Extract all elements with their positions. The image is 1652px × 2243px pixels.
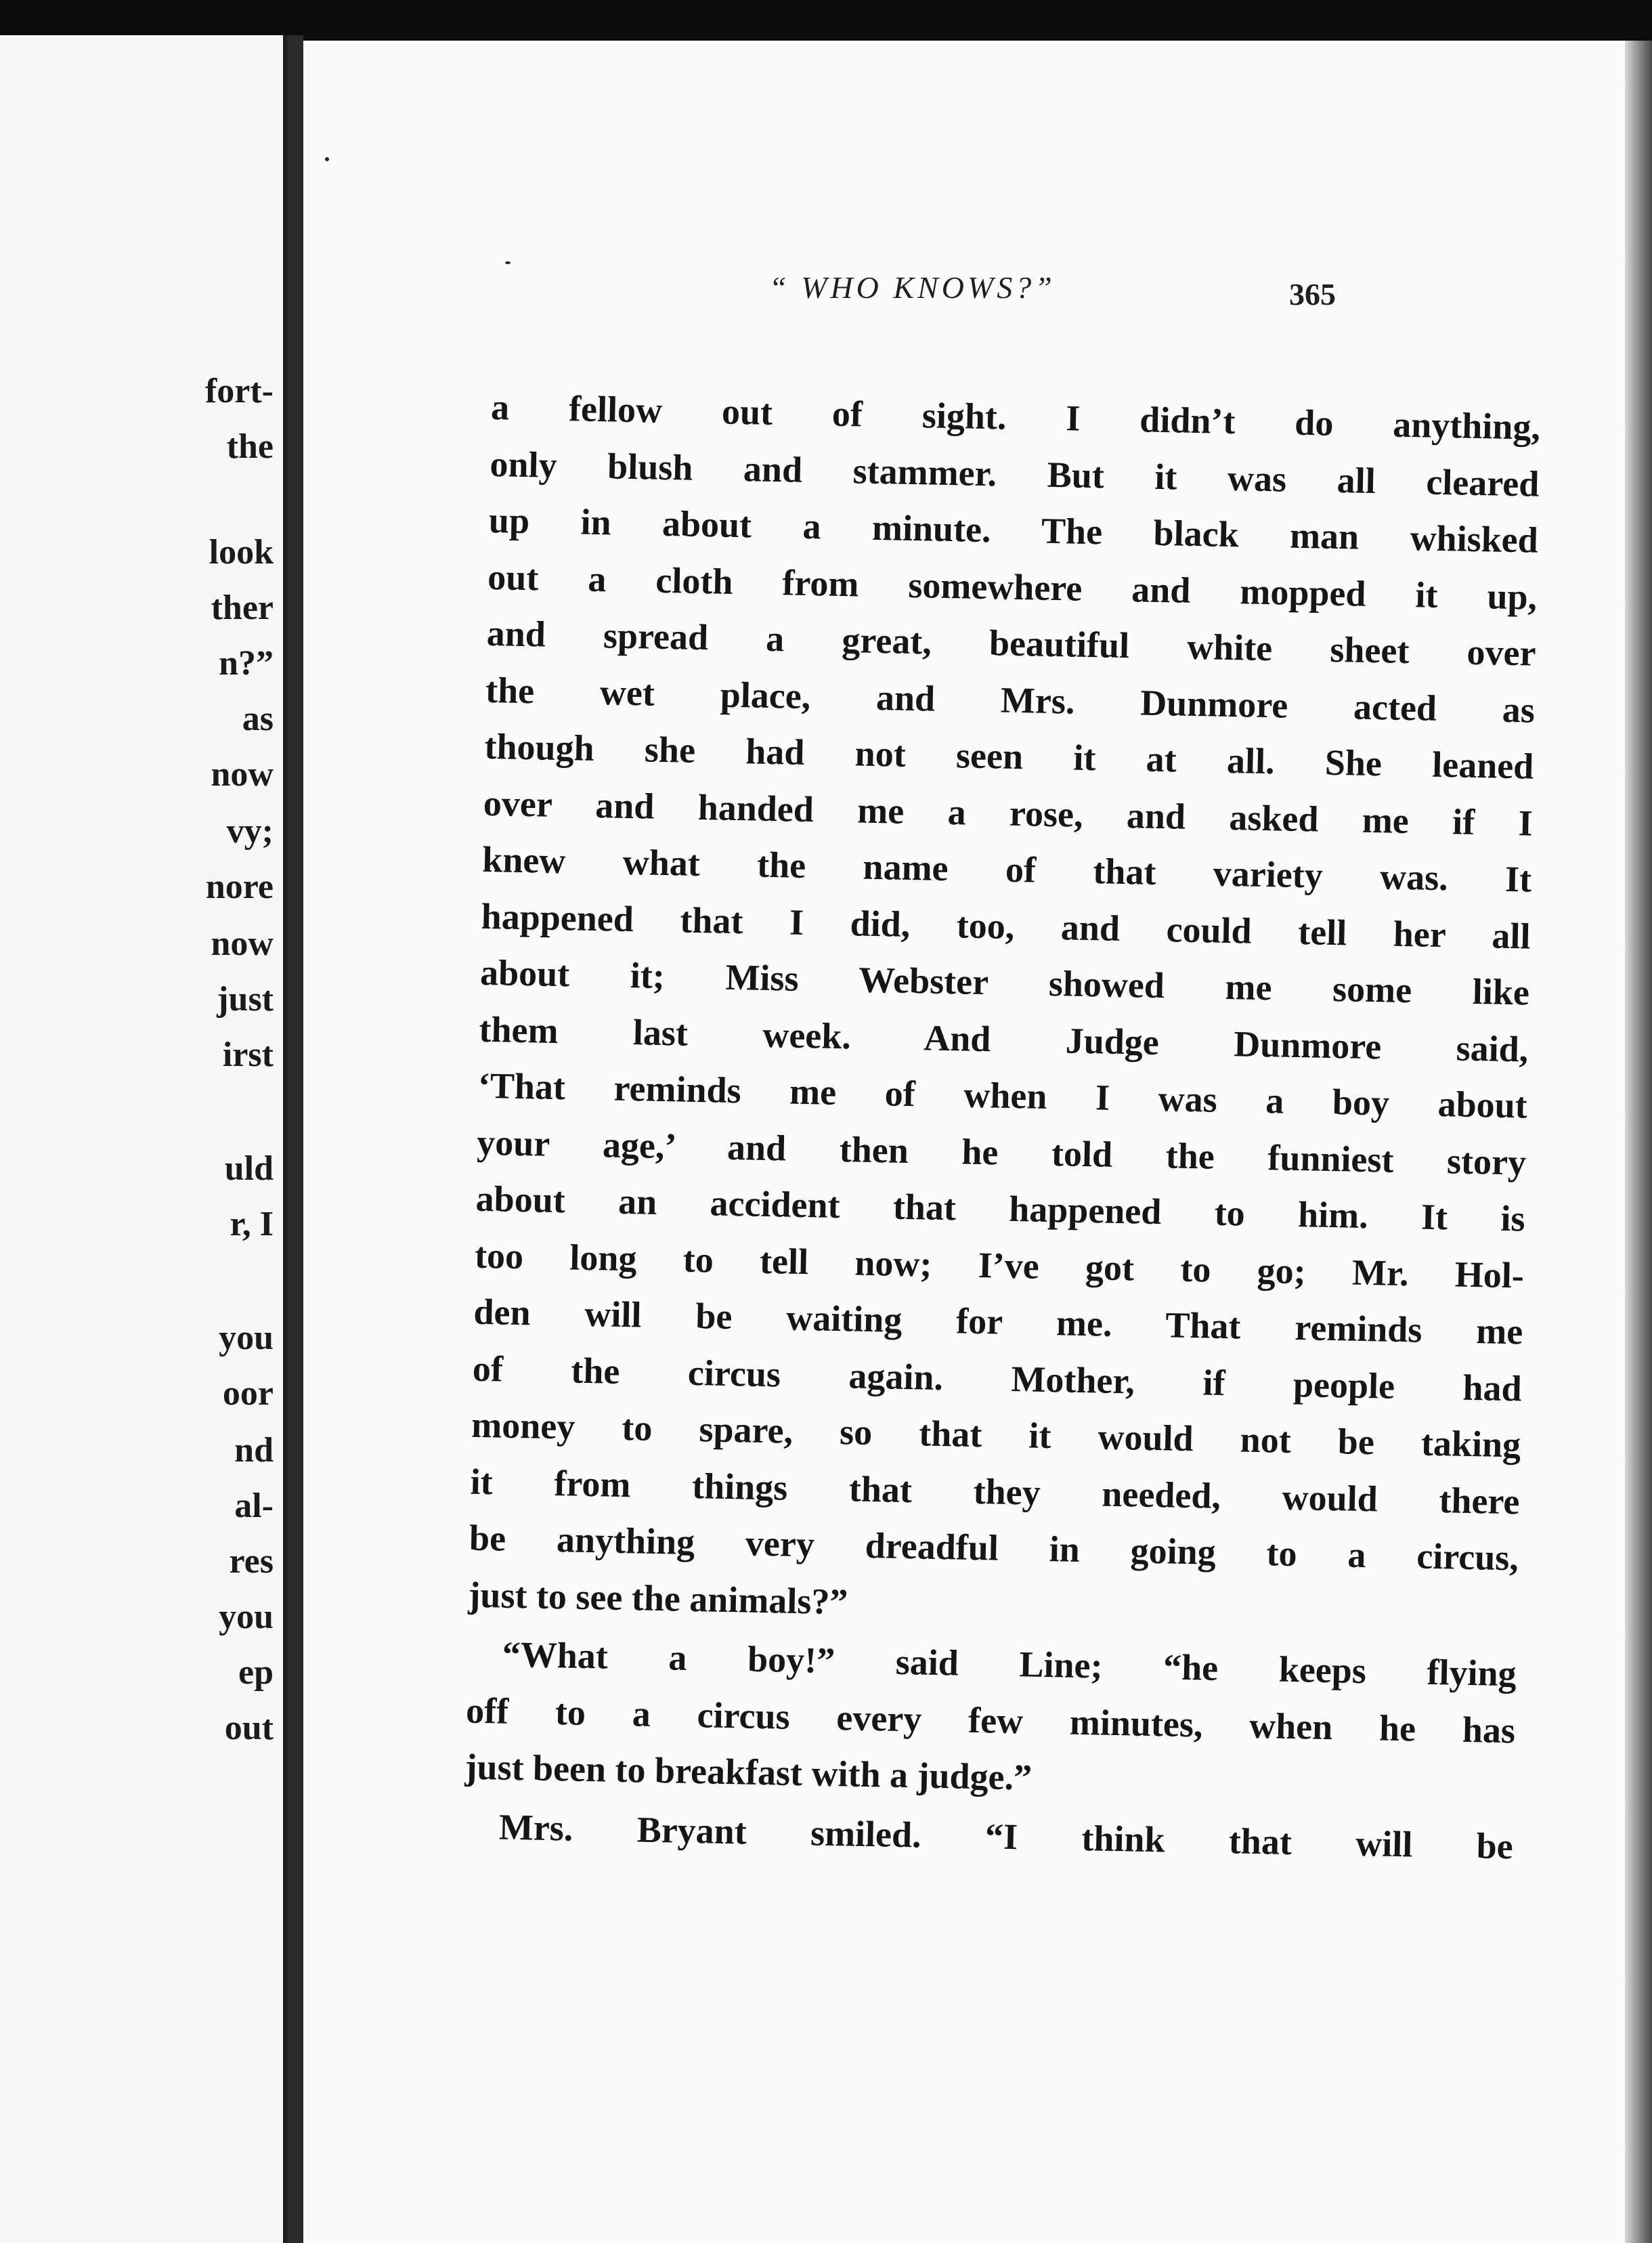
left-page-line-fragment: oor [222, 1374, 274, 1413]
text-line: about an accident that happened to him. It is [475, 1178, 1526, 1239]
left-page-line-fragment: res [229, 1542, 274, 1581]
left-page-line-fragment: uld [224, 1149, 274, 1188]
text-line: off to a circus every few minutes, when he has [465, 1690, 1516, 1751]
text-line: it from things that they needed, would there [470, 1461, 1521, 1522]
left-page-line-fragment: nd [234, 1431, 274, 1470]
text-line: Mrs. Bryant smiled. “I think that will be [498, 1806, 1514, 1866]
text-line: just been to breakfast with a judge.” [464, 1746, 1032, 1798]
left-page-line-fragment: fort- [204, 372, 274, 410]
text-line: up in about a minute. The black man whisked [488, 499, 1539, 561]
left-page-line-fragment: as [242, 700, 274, 738]
left-page-line-fragment: just [217, 980, 274, 1019]
page-number: 365 [1289, 277, 1336, 312]
text-line: money to spare, so that it would not be taking [471, 1404, 1521, 1466]
text-line: “What a boy!” said Line; “he keeps flying [502, 1633, 1517, 1694]
text-line: the wet place, and Mrs. Dunmore acted as [485, 669, 1536, 731]
text-line: of the circus again. Mother, if people had [472, 1348, 1523, 1409]
left-page-line-fragment: nore [205, 868, 274, 906]
left-page-line-fragment: you [219, 1598, 274, 1636]
text-line: though she had not seen it at all. She leaned [484, 725, 1534, 787]
left-page-line-fragment: out [224, 1709, 274, 1747]
text-line: out a cloth from somewhere and mopped it up, [487, 556, 1538, 618]
left-page-line-fragment: irst [222, 1035, 274, 1074]
text-line: ‘That reminds me of when I was a boy about [477, 1065, 1528, 1126]
left-page-line-fragment: ep [238, 1653, 274, 1692]
text-line: be anything very dreadful in going to a circus, [469, 1517, 1519, 1579]
text-line: and spread a great, beautiful white sheet over [486, 612, 1537, 674]
text-line: a fellow out of sight. I didn’t do anything, [490, 386, 1541, 448]
left-page-line-fragment: r, I [230, 1205, 274, 1243]
text-line: den will be waiting for me. That reminds me [473, 1291, 1523, 1352]
text-line: just to see the animals?” [467, 1574, 848, 1622]
left-page-line-fragment: ther [211, 589, 274, 627]
text-line: about it; Miss Webster showed me some like [479, 952, 1530, 1013]
left-page-line-fragment: now [211, 755, 274, 794]
text-line: only blush and stammer. But it was all cleared [490, 443, 1540, 505]
text-line: knew what the name of that variety was. It [481, 838, 1532, 900]
running-head: “ WHO KNOWS?” [769, 270, 1056, 305]
text-line: your age,’ and then he told the funniest story [476, 1122, 1527, 1183]
left-page-line-fragment: look [209, 533, 274, 572]
text-line: too long to tell now; I’ve got to go; Mr. Hol- [474, 1235, 1525, 1296]
right-page [303, 41, 1652, 2243]
left-page-line-fragment: you [219, 1319, 274, 1357]
text-line: over and handed me a rose, and asked me if I [483, 782, 1534, 844]
left-facing-page [0, 35, 287, 2243]
left-page-line-fragment: now [211, 924, 274, 963]
text-line: them last week. And Judge Dunmore said, [479, 1008, 1529, 1070]
dust-speck [325, 157, 329, 161]
body-text [463, 379, 1541, 1875]
page-edge [1625, 41, 1652, 2243]
book-gutter [287, 35, 303, 2243]
dust-speck [505, 261, 510, 264]
left-page-line-fragment: al- [234, 1487, 274, 1525]
left-page-line-fragment: n?” [219, 644, 274, 683]
left-page-line-fragment: the [226, 427, 274, 466]
left-page-line-fragment: vy; [226, 812, 274, 851]
text-line: happened that I did, too, and could tell her all [481, 895, 1531, 957]
